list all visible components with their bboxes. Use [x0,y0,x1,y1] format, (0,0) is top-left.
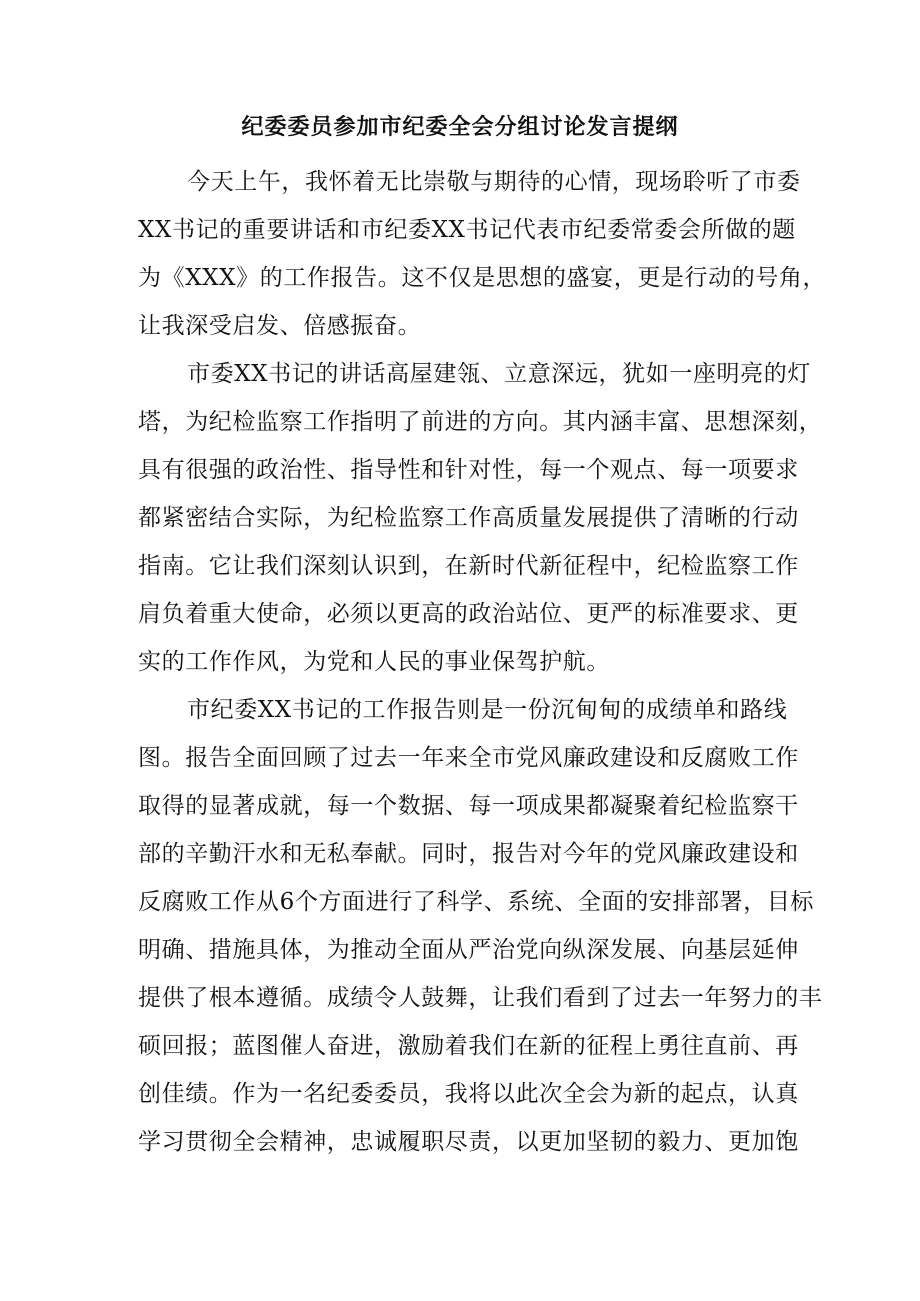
paragraph-1-line-2: XX书记的重要讲话和市纪委XX书记代表市纪委常委会所做的题 [138,217,796,243]
paragraph-2-line-6: 肩负着重大使命，必须以更高的政治站位、更严的标准要求、更 [138,601,799,627]
paragraph-2-line-1: 市委XX书记的讲话高屋建瓴、立意深远，犹如一座明亮的灯 [187,361,811,387]
paragraph-3-line-3: 取得的显著成就，每一个数据、每一项成果都凝聚着纪检监察干 [138,793,799,819]
paragraph-1-line-3: 为《XXX》的工作报告。这不仅是思想的盛宴，更是行动的号角， [138,265,827,291]
paragraph-2-line-7: 实的工作作风，为党和人民的事业保驾护航。 [138,649,610,675]
paragraph-3-line-8: 硕回报；蓝图催人奋进，激励着我们在新的征程上勇往直前、再 [138,1033,799,1059]
paragraph-3-line-2: 图。报告全面回顾了过去一年来全市党风廉政建设和反腐败工作 [138,745,799,771]
paragraph-3-line-5: 反腐败工作从6个方面进行了科学、系统、全面的安排部署，目标 [138,889,815,915]
paragraph-2-line-3: 具有很强的政治性、指导性和针对性，每一个观点、每一项要求 [138,457,799,483]
paragraph-3-line-4: 部的辛勤汗水和无私奉献。同时，报告对今年的党风廉政建设和 [138,841,799,867]
paragraph-1-line-1: 今天上午，我怀着无比崇敬与期待的心情，现场聆听了市委 [187,169,801,195]
paragraph-2-line-2: 塔，为纪检监察工作指明了前进的方向。其内涵丰富、思想深刻， [138,409,823,435]
paragraph-3-line-1: 市纪委XX书记的工作报告则是一份沉甸甸的成绩单和路线 [187,697,788,723]
paragraph-3-line-10: 学习贯彻全会精神，忠诚履职尽责，以更加坚韧的毅力、更加饱 [138,1129,799,1155]
paragraph-3-line-6: 明确、措施具体，为推动全面从严治党向纵深发展、向基层延伸 [138,937,799,963]
paragraph-2-line-4: 都紧密结合实际，为纪检监察工作高质量发展提供了清晰的行动 [138,505,799,531]
document-title: 纪委委员参加市纪委全会分组讨论发言提纲 [241,114,679,140]
paragraph-3-line-7: 提供了根本遵循。成绩令人鼓舞，让我们看到了过去一年努力的丰 [138,985,823,1011]
paragraph-2-line-5: 指南。它让我们深刻认识到，在新时代新征程中，纪检监察工作 [138,553,799,579]
paragraph-1-line-4: 让我深受启发、倍感振奋。 [138,313,422,339]
paragraph-3-line-9: 创佳绩。作为一名纪委委员，我将以此次全会为新的起点，认真 [138,1081,799,1107]
